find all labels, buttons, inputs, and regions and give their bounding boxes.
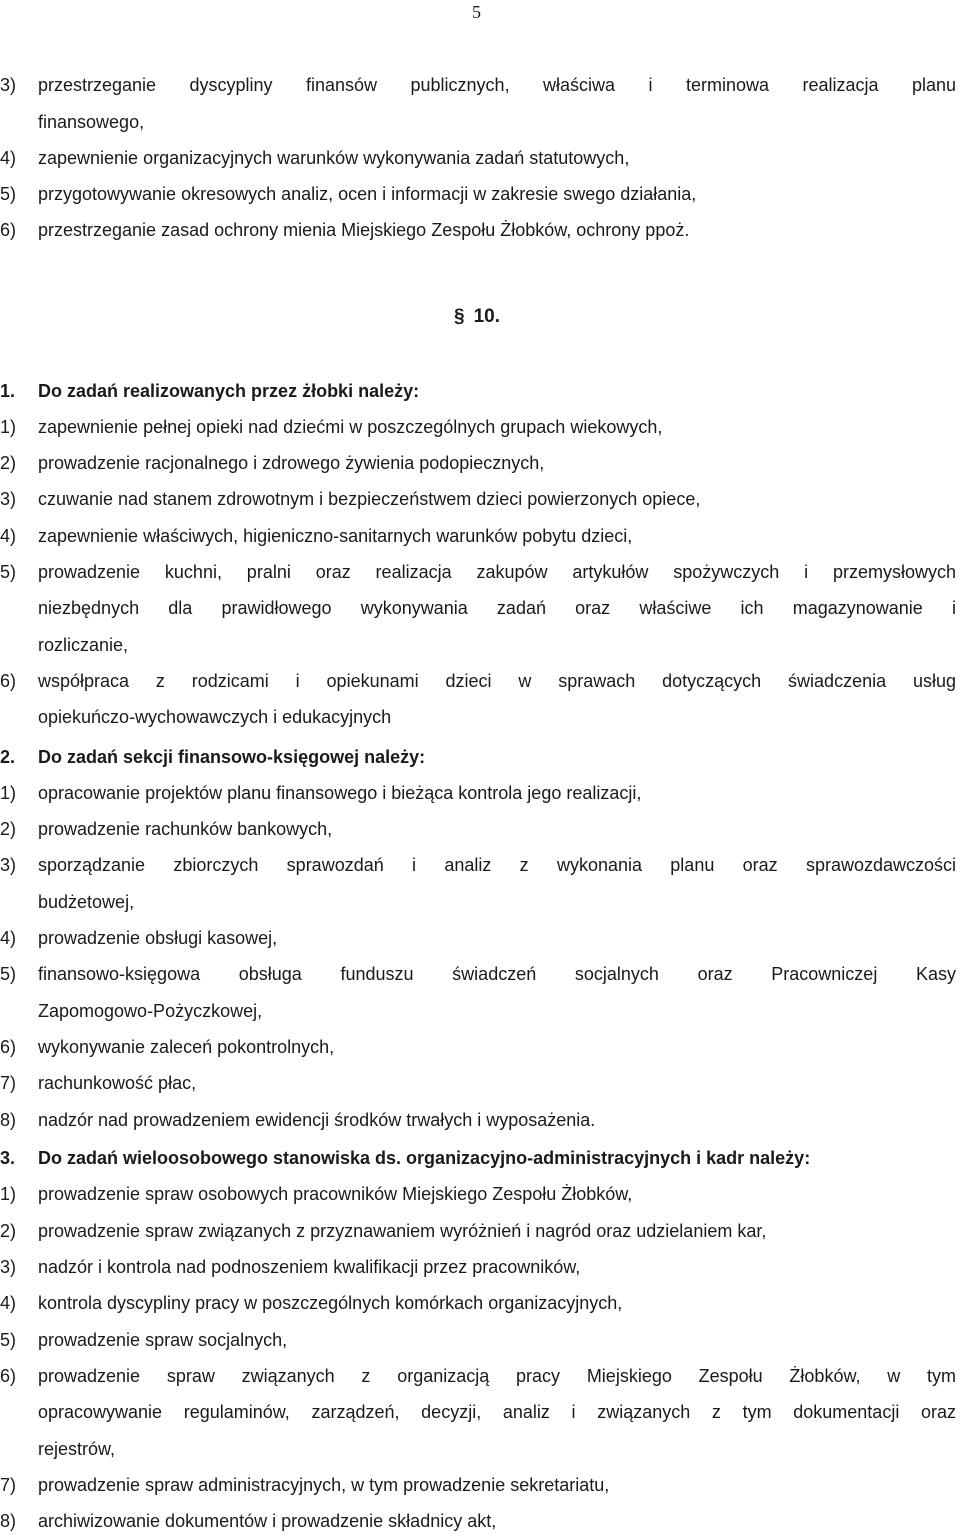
section-title: Do zadań sekcji finansowo-księgowej należy: (38, 747, 426, 767)
list-item (0, 669, 956, 693)
item-text: archiwizowanie dokumentów i prowadzenie składnicy akt, (38, 1511, 497, 1531)
list-item (0, 1182, 956, 1206)
list-item (0, 1328, 956, 1352)
item-text: prowadzenie spraw osobowych pracowników Miejskiego Zespołu Żłobków, (38, 1184, 633, 1204)
list-item (0, 1364, 956, 1388)
item-continuation: budżetowej, (38, 892, 135, 912)
item-text: prowadzenie obsługi kasowej, (38, 928, 278, 948)
item-text: zapewnienie właściwych, higieniczno-sanitarnych warunków pobytu dzieci, (38, 526, 633, 546)
paragraph-number: 10. (473, 306, 500, 327)
item-text: rachunkowość płac, (38, 1073, 197, 1093)
item-text: zapewnienie organizacyjnych warunków wykonywania zadań statutowych, (38, 148, 630, 168)
list-item (0, 1219, 956, 1243)
section-heading (0, 745, 956, 769)
list-item (0, 73, 956, 97)
item-text: przestrzeganie dyscypliny finansów publicznych, właściwa i terminowa realizacja planu (38, 75, 956, 95)
item-number: 8) (0, 1511, 17, 1531)
list-item (0, 926, 956, 950)
item-number: 3) (0, 1257, 17, 1277)
item-continuation: opiekuńczo-wychowawczych i edukacyjnych (38, 707, 392, 727)
item-text: nadzór i kontrola nad podnoszeniem kwalifikacji przez pracowników, (38, 1257, 581, 1277)
item-number: 8) (0, 1110, 17, 1130)
item-text: sporządzanie zbiorczych sprawozdań i analiz z wykonania planu oraz sprawozdawczości (38, 855, 956, 875)
item-text: prowadzenie spraw związanych z organizacją pracy Miejskiego Zespołu Żłobków, w tym (38, 1366, 956, 1386)
item-number: 4) (0, 526, 17, 546)
list-item (0, 451, 956, 475)
section-number: 3. (0, 1148, 16, 1168)
item-text: przestrzeganie zasad ochrony mienia Miejskiego Zespołu Żłobków, ochrony ppoż. (38, 220, 690, 240)
list-item (0, 1473, 956, 1497)
list-item (0, 146, 956, 170)
item-number: 6) (0, 220, 17, 240)
list-item (0, 1509, 956, 1533)
item-number: 2) (0, 453, 17, 473)
list-item (0, 853, 956, 877)
item-number: 2) (0, 1221, 17, 1241)
item-text: prowadzenie rachunków bankowych, (38, 819, 333, 839)
list-item (0, 1255, 956, 1279)
item-text: czuwanie nad stanem zdrowotnym i bezpieczeństwem dzieci powierzonych opiece, (38, 489, 701, 509)
section-title: Do zadań wieloosobowego stanowiska ds. organizacyjno-administracyjnych i kadr należy: (38, 1148, 811, 1168)
page-number: 5 (472, 2, 481, 22)
item-number: 4) (0, 928, 17, 948)
item-number: 5) (0, 964, 17, 984)
item-continuation: rozliczanie, (38, 635, 129, 655)
item-number: 3) (0, 855, 17, 875)
item-text: prowadzenie racjonalnego i zdrowego żywienia podopiecznych, (38, 453, 545, 473)
section-number: 2. (0, 747, 16, 767)
item-number: 6) (0, 1366, 17, 1386)
item-number: 7) (0, 1475, 17, 1495)
section-heading (0, 379, 956, 403)
item-number: 3) (0, 75, 17, 95)
list-item (0, 817, 956, 841)
item-text: prowadzenie spraw administracyjnych, w tym prowadzenie sekretariatu, (38, 1475, 610, 1495)
item-number: 7) (0, 1073, 17, 1093)
item-number: 1) (0, 417, 17, 437)
item-number: 1) (0, 1184, 17, 1204)
list-item (0, 560, 956, 584)
item-text: wykonywanie zaleceń pokontrolnych, (38, 1037, 335, 1057)
list-item (0, 781, 956, 805)
section-number: 1. (0, 381, 16, 401)
section-title: Do zadań realizowanych przez żłobki należy: (38, 381, 420, 401)
item-text: kontrola dyscypliny pracy w poszczególnych komórkach organizacyjnych, (38, 1293, 623, 1313)
list-item (0, 1108, 956, 1132)
list-item (0, 182, 956, 206)
item-text: prowadzenie kuchni, pralni oraz realizacja zakupów artykułów spożywczych i przemysłowych (38, 562, 956, 582)
item-number: 5) (0, 1330, 17, 1350)
item-number: 4) (0, 148, 17, 168)
item-text: opracowanie projektów planu finansowego i bieżąca kontrola jego realizacji, (38, 783, 642, 803)
item-text: prowadzenie spraw związanych z przyznawaniem wyróżnień i nagród oraz udzielaniem kar, (38, 1221, 767, 1241)
section-heading (0, 1146, 956, 1170)
item-text: współpraca z rodzicami i opiekunami dzieci w sprawach dotyczących świadczenia usług (38, 671, 956, 691)
item-text: finansowo-księgowa obsługa funduszu świadczeń socjalnych oraz Pracowniczej Kasy (38, 964, 956, 984)
item-continuation: niezbędnych dla prawidłowego wykonywania zadań oraz właściwe ich magazynowanie i (38, 598, 956, 618)
list-item (0, 1291, 956, 1315)
item-number: 5) (0, 562, 17, 582)
item-text: zapewnienie pełnej opieki nad dziećmi w poszczególnych grupach wiekowych, (38, 417, 663, 437)
list-item (0, 1035, 956, 1059)
item-number: 3) (0, 489, 17, 509)
item-number: 4) (0, 1293, 17, 1313)
item-continuation: Zapomogowo-Pożyczkowej, (38, 1001, 263, 1021)
item-text: przygotowywanie okresowych analiz, ocen i informacji w zakresie swego działania, (38, 184, 697, 204)
item-text: nadzór nad prowadzeniem ewidencji środków trwałych i wyposażenia. (38, 1110, 596, 1130)
item-number: 2) (0, 819, 17, 839)
list-item (0, 524, 956, 548)
list-item (0, 1071, 956, 1095)
list-item (0, 218, 956, 242)
item-number: 6) (0, 1037, 17, 1057)
paragraph-heading (454, 305, 500, 329)
item-number: 6) (0, 671, 17, 691)
list-item (0, 962, 956, 986)
section-symbol: § (454, 306, 465, 327)
item-number: 5) (0, 184, 17, 204)
list-item (0, 487, 956, 511)
list-item (0, 415, 956, 439)
item-continuation: opracowywanie regulaminów, zarządzeń, decyzji, analiz i związanych z tym dokumentacji oraz (38, 1402, 956, 1422)
item-number: 1) (0, 783, 17, 803)
item-continuation: rejestrów, (38, 1439, 116, 1459)
item-continuation: finansowego, (38, 112, 145, 132)
item-text: prowadzenie spraw socjalnych, (38, 1330, 288, 1350)
